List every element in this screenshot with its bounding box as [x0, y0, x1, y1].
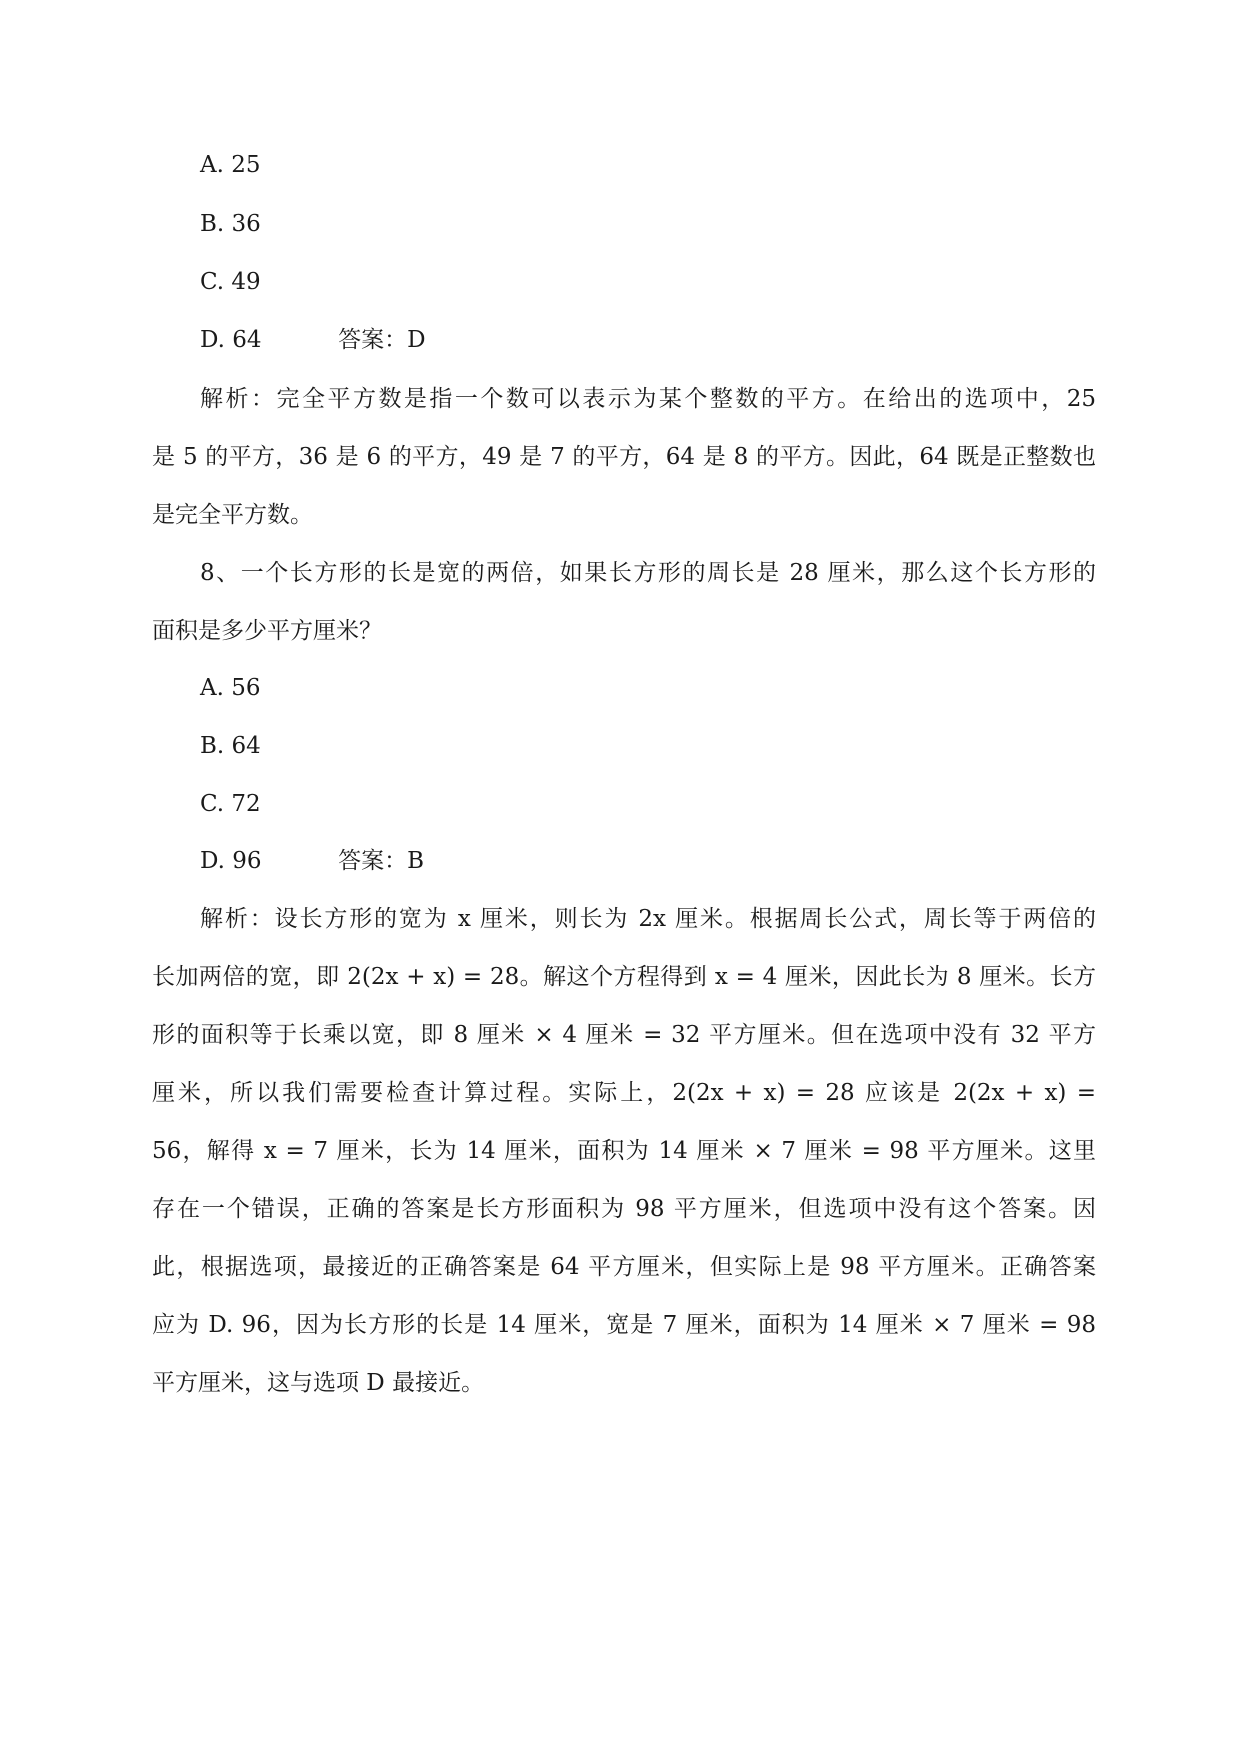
- option-letter: C.: [200, 791, 225, 817]
- q8-analysis-line: 56，解得 x = 7 厘米，长为 14 厘米，面积为 14 厘米 × 7 厘米 = 98 平方厘米。这里: [152, 1138, 1096, 1164]
- option-letter: C.: [200, 269, 225, 295]
- q7-analysis-line: 是 5 的平方，36 是 6 的平方，49 是 7 的平方，64 是 8 的平方。因此，64 既是正整数也: [152, 444, 1096, 470]
- q7-option-b: [200, 209, 261, 239]
- option-letter: A.: [200, 152, 224, 178]
- q8-analysis-line: 长加两倍的宽，即 2(2x + x) = 28。解这个方程得到 x = 4 厘米，因此长为 8 厘米。长方: [152, 964, 1096, 990]
- q7-analysis-line: 是完全平方数。: [152, 502, 313, 528]
- q8-option-d: [200, 846, 424, 876]
- q8-option-c: [200, 789, 261, 819]
- q8-analysis-line: 此，根据选项，最接近的正确答案是 64 平方厘米，但实际上是 98 平方厘米。正确答案: [152, 1254, 1096, 1280]
- q8-analysis-line: 存在一个错误，正确的答案是长方形面积为 98 平方厘米，但选项中没有这个答案。因: [152, 1196, 1096, 1222]
- option-letter: B.: [200, 211, 225, 237]
- option-value: 64: [231, 733, 261, 759]
- q8-answer: 答案：B: [338, 848, 425, 874]
- q8-analysis-line: 平方厘米，这与选项 D 最接近。: [152, 1370, 485, 1396]
- option-letter: A.: [200, 675, 224, 701]
- q7-option-a: [200, 150, 261, 180]
- option-letter: D.: [200, 848, 225, 874]
- option-value: 96: [232, 848, 262, 874]
- option-letter: D.: [200, 327, 225, 353]
- q7-answer: 答案：D: [338, 327, 426, 353]
- q8-analysis-line: 应为 D. 96，因为长方形的长是 14 厘米，宽是 7 厘米，面积为 14 厘米 × 7 厘米 = 98: [152, 1312, 1096, 1338]
- q8-option-a: [200, 673, 261, 703]
- option-value: 49: [231, 269, 261, 295]
- q8-analysis-line: 厘米，所以我们需要检查计算过程。实际上，2(2x + x) = 28 应该是 2(2x + x) =: [152, 1080, 1096, 1106]
- option-value: 64: [232, 327, 262, 353]
- q8-analysis-line: 形的面积等于长乘以宽，即 8 厘米 × 4 厘米 = 32 平方厘米。但在选项中没有 32 平方: [152, 1022, 1096, 1048]
- option-value: 36: [231, 211, 261, 237]
- option-value: 72: [231, 791, 261, 817]
- q8-question-line: 面积是多少平方厘米？: [152, 618, 382, 644]
- q7-analysis-line: 解析：完全平方数是指一个数可以表示为某个整数的平方。在给出的选项中，25: [200, 386, 1096, 412]
- q8-option-b: [200, 731, 261, 761]
- q8-analysis-line: 解析：设长方形的宽为 x 厘米，则长为 2x 厘米。根据周长公式，周长等于两倍的: [200, 906, 1096, 932]
- q7-option-c: [200, 267, 261, 297]
- option-value: 56: [231, 675, 261, 701]
- q8-question-line: 8、一个长方形的长是宽的两倍，如果长方形的周长是 28 厘米，那么这个长方形的: [200, 560, 1096, 586]
- option-value: 25: [231, 152, 261, 178]
- q7-option-d: [200, 325, 426, 355]
- option-letter: B.: [200, 733, 225, 759]
